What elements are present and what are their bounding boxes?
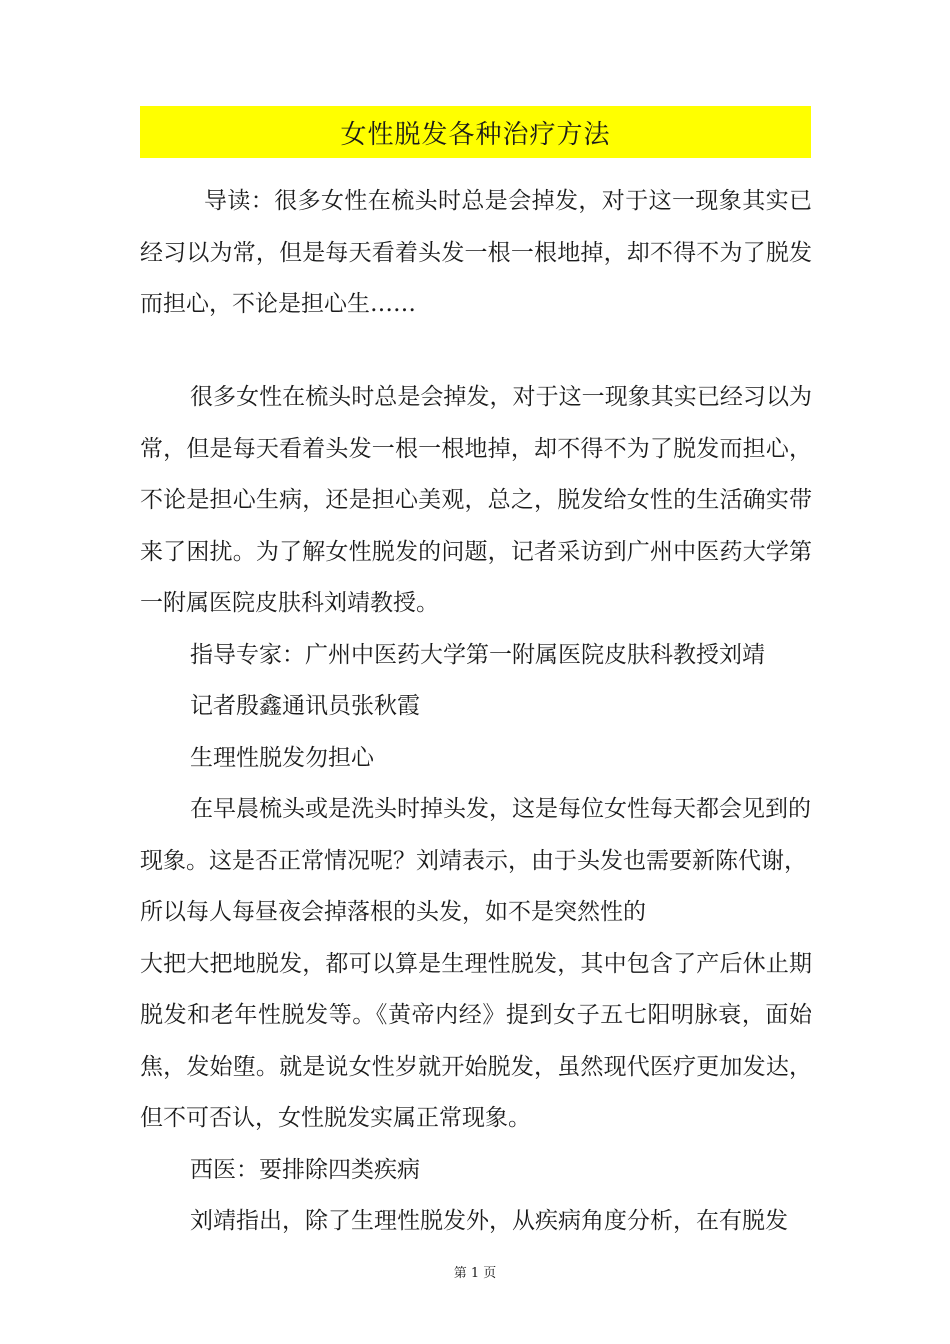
paragraph-western-medicine: 刘靖指出，除了生理性脱发外，从疾病角度分析，在有脱发 [190,1208,788,1234]
intro-paragraph: 导读：很多女性在梳头时总是会掉发，对于这一现象其实已经习以为常，但是每天看着头发一根一根地掉，却不得不为了脱发而担心，不论是担心生…… [140,188,812,317]
page-number: 第 1 页 [453,1266,497,1281]
paragraph-physiological: 在早晨梳头或是洗头时掉头发，这是每位女性每天都会见到的现象。这是否正常情况呢？刘靖表示，由于头发也需要新陈代谢，所以每人每昼夜会掉落根的头发，如不是突然性的 [140,796,811,925]
paragraph-physiological-continued: 大把大把地脱发，都可以算是生理性脱发，其中包含了产后休止期脱发和老年性脱发等。《黄帝内经》提到女子五七阳明脉衰，面始焦，发始堕。就是说女性岁就开始脱发，虽然现代医疗更加发达，但不可否认，女性脱发实属正常现象。 [140,950,812,1131]
paragraph-opening: 很多女性在梳头时总是会掉发，对于这一现象其实已经习以为常，但是每天看着头发一根一根地掉，却不得不为了脱发而担心，不论是担心生病，还是担心美观，总之，脱发给女性的生活确实带来了困扰。为了解女性脱发的问题，记者采访到广州中医药大学第一附属医院皮肤科刘靖教授。 [140,384,812,616]
paragraph-expert: 指导专家：广州中医药大学第一附属医院皮肤科教授刘靖 [190,641,765,668]
title-highlight-bar [140,106,811,158]
document-title: 女性脱发各种治疗方法 [340,119,611,150]
section-heading-physiological: 生理性脱发勿担心 [190,744,374,771]
intro-section [140,176,812,331]
article-body [140,372,812,1248]
section-heading-western-medicine: 西医：要排除四类疾病 [190,1156,420,1183]
paragraph-reporter: 记者殷鑫通讯员张秋霞 [190,693,420,719]
